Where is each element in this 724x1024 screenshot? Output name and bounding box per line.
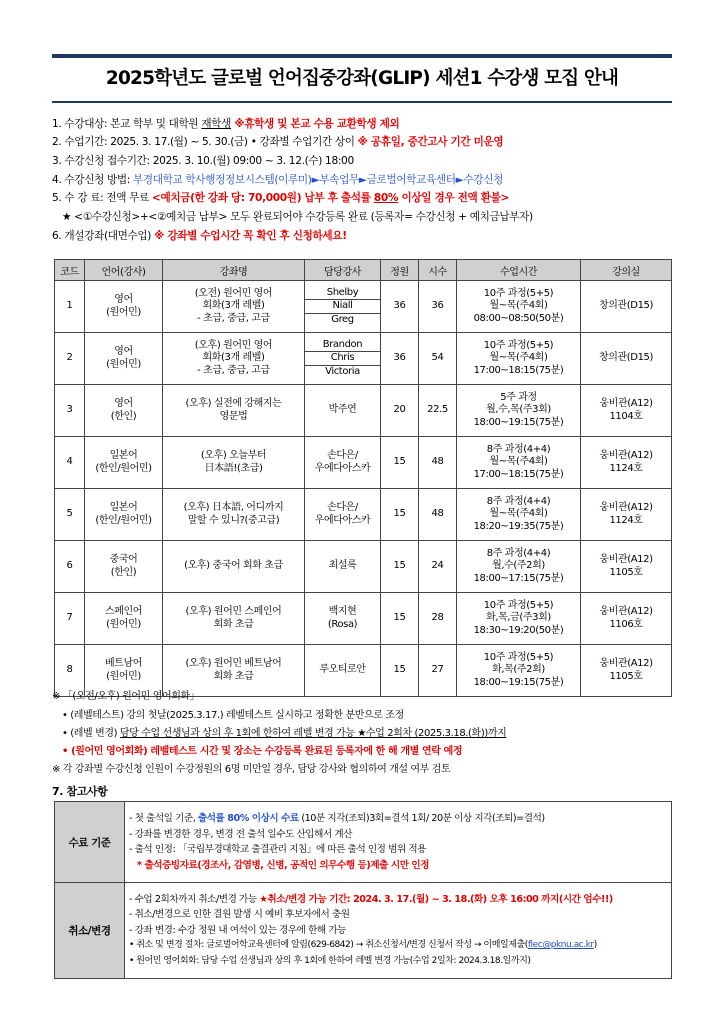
course-time-line: 월~목(주4회) [489,300,548,312]
info-fee-rate: 80% [373,192,399,204]
course-room-line: 1124호 [609,462,643,474]
course-time [457,645,581,697]
course-room [581,333,672,385]
course-code: 7 [55,593,85,645]
course-language-line: (원어민) [106,618,141,630]
course-time-line: 10주 과정(5+5) [483,599,554,611]
course-name [163,645,305,697]
course-row [55,437,672,489]
section-7-heading: 7. 참고사항 [52,785,108,798]
course-instructor-line: 손다은/ [327,450,358,461]
course-time-line: 17:00~18:15(75분) [473,468,564,480]
completion-body [125,802,672,883]
course-hours: 36 [419,281,457,333]
course-time-line: 8주 과정(4+4) [486,443,551,455]
course-capacity: 15 [381,593,419,645]
course-name-line: (오후) 원어민 스페인어 [185,606,282,617]
info-target-emphasis: 재학생 [201,118,231,130]
instructor-name: Victoria [325,365,360,377]
course-time-line: 월~목(주4회) [489,456,548,468]
course-instructor-line: 우에다아스카 [314,462,371,474]
info-fee-star-note: ★ <①수강신청>+<②예치금 납부> 모두 완료되어야 수강등록 완료 (등록자= 수강신청 + 예치금납부자) [62,211,533,223]
course-time-line: 화,목,금(주3회) [486,612,551,624]
course-time-line: 18:00~19:15(75분) [473,676,564,688]
course-language-line: 스페인어 [104,606,143,617]
note-min-enrollment: ※ 각 강좌별 수강신청 인원이 수강정원의 6명 미만일 경우, 담당 강사와 협의하여 개설 여부 검토 [52,764,451,775]
instructor-name: Shelby [305,287,380,301]
course-row [55,281,672,333]
course-name-line: 회화 초급 [213,618,254,630]
cancel-header: 취소/변경 [55,883,125,979]
info-fee [52,191,692,205]
course-room [581,385,672,437]
info-target-label: 1. 수강대상: 본교 학부 및 대학원 [52,118,202,130]
header-hours: 시수 [419,260,457,281]
instructor-name: Brandon [305,339,380,353]
course-time-line: 화,목(주2회) [492,664,545,676]
course-name-line: - 초급, 중급, 고급 [197,364,270,376]
course-language-line: 일본어 [109,502,138,513]
completion-line-1-a: - 첫 출석일 기준, [129,813,198,824]
course-capacity: 36 [381,333,419,385]
course-language-line: (원어민) [106,670,141,682]
course-capacity: 20 [381,385,419,437]
header-instructor: 담당강사 [305,260,381,281]
course-time-line: 월,수(주2회) [492,560,545,572]
course-row [55,593,672,645]
course-name-line: (오후) 원어민 베트남어 [185,658,282,669]
course-name [163,385,305,437]
course-room [581,437,672,489]
course-name [163,437,305,489]
course-time-line: 08:00~08:50(50분) [473,312,564,324]
course-instructor-line: 루오티로안 [319,664,366,676]
course-time-line: 18:00~17:15(75분) [473,572,564,584]
info-courses-warning: ※ 강좌별 수업시간 꼭 확인 후 신청하세요! [154,230,347,242]
course-time-line: 월,수,목(주3회) [486,404,551,416]
cancel-line-1-b: ★취소/변경 가능 기간: 2024. 3. 17.(월) ~ 3. 18.(화) 오후 16:00 까지(시간 엄수!!) [259,893,613,905]
course-language-line: (한인/원어민) [95,462,152,474]
course-name-line: 영문법 [219,410,248,422]
course-room-line: 웅비관(A12) [599,606,653,617]
course-language [85,489,163,541]
course-language-line: 영어 [114,346,133,357]
course-room-line: 웅비관(A12) [599,398,653,409]
course-language-line: 중국어 [109,554,138,565]
info-method [52,173,692,187]
course-time [457,593,581,645]
course-language [85,333,163,385]
email-link[interactable]: flec@pknu.ac.kr [527,940,594,951]
course-hours: 48 [419,489,457,541]
cancel-line-4-a: • 취소 및 변경 절차: 글로벌어학교육센터에 알림(629-6842) → 취소신청서/변경 신청서 작성 → 이메일제출( [129,940,528,951]
course-time-line: 5주 과정 [500,391,537,403]
course-name-line: (오후) 실전에 강해지는 [185,398,282,409]
course-instructor [305,437,381,489]
course-language-line: (한인) [110,410,137,422]
course-time [457,437,581,489]
course-language [85,385,163,437]
note-level-change-detail: 담당 수업 선생님과 상의 후 1회에 한하여 레벨 변경 가능 ★수업 2회차 (2025.3.18.(화))까지 [119,728,507,739]
course-room-line: 1104호 [609,410,643,422]
info-fee-deposit: <예치금(한 강좌 당: 70,000원) 납부 후 출석률 [151,192,374,204]
cancel-line-4 [129,938,667,954]
completion-line-2: - 강좌를 변경한 경우, 변경 전 출석 일수도 산입해서 계산 [129,828,352,840]
course-code: 3 [55,385,85,437]
course-room-line: 웅비관(A12) [599,554,653,565]
course-hours: 48 [419,437,457,489]
course-room-line: 1105호 [609,566,643,578]
course-language [85,541,163,593]
course-name [163,489,305,541]
course-code: 2 [55,333,85,385]
course-instructor [305,489,381,541]
course-instructor [305,385,381,437]
info-period [52,135,692,149]
info-registration-period: 3. 수강신청 접수기간: 2025. 3. 10.(월) 09:00 ~ 3. 12.(수) 18:00 [52,155,354,167]
completion-header: 수료 기준 [55,802,125,883]
cancel-line-5: • 원어민 영어회화: 담당 수업 선생님과 상의 후 1회에 한하여 레벨 변경 가능(수업 2일차: 2024.3.18.일까지) [129,955,531,966]
title-top-rule [52,54,672,58]
course-instructor-line: (Rosa) [327,618,358,630]
course-capacity: 15 [381,541,419,593]
course-time-line: 8주 과정(4+4) [486,495,551,507]
course-room-line: 창의관(D15) [598,300,653,312]
header-code: 코드 [55,260,85,281]
info-method-path: 부경대학교 학사행정정보시스템(이루미)►부속업무►글로벌어학교육센터►수강신청 [132,174,503,186]
course-time-line: 월~목(주4회) [489,508,548,520]
course-room [581,489,672,541]
course-instructor [305,333,381,385]
course-name [163,281,305,333]
course-capacity: 15 [381,437,419,489]
course-row [55,541,672,593]
course-time-line: 10주 과정(5+5) [483,339,554,351]
course-name [163,593,305,645]
instructor-list [305,287,380,327]
course-name-line: (오후) 日本語, 어디까지 [183,502,284,513]
info-method-label: 4. 수강신청 방법: [52,174,133,186]
course-name-line: (오후) 중국어 회화 초급 [184,560,283,572]
reference-table [54,801,672,979]
instructor-name: Greg [331,313,354,325]
course-code: 8 [55,645,85,697]
course-hours: 22.5 [419,385,457,437]
course-language-line: (한인) [110,566,137,578]
course-row [55,385,672,437]
course-room [581,541,672,593]
course-language-line: (한인/원어민) [95,514,152,526]
course-name-line: (오후) 원어민 영어 [194,339,273,351]
info-target-note: ※휴학생 및 본교 수용 교환학생 제외 [231,118,400,130]
course-room-line: 1124호 [609,514,643,526]
course-instructor-line: 우에다아스카 [314,514,371,526]
course-name-line: 회화(3개 레벨) [202,300,265,312]
course-language-line: (원어민) [106,358,141,370]
info-courses-label: 6. 개설강좌(대면수업) [52,230,155,242]
course-language-line: 베트남어 [104,658,143,669]
course-time-line: 월~목(주4회) [489,352,548,364]
course-room [581,593,672,645]
completion-line-1-b: 출석률 80% 이상시 수료 [197,813,299,824]
instructor-name: Chris [305,352,380,366]
course-room [581,645,672,697]
course-room-line: 웅비관(A12) [599,450,653,461]
course-language [85,437,163,489]
info-period-note: ※ 공휴일, 중간고사 기간 미운영 [357,136,504,148]
course-room-line: 웅비관(A12) [599,658,653,669]
completion-line-1 [129,811,667,827]
completion-line-3: - 출석 인정: 「국립부경대학교 출결관리 지침」에 따른 출석 인정 범위 적용 [129,844,426,855]
cancel-line-3: - 강좌 변경: 수강 정원 내 여석이 있는 경우에 한해 가능 [129,924,346,936]
completion-line-4: * 출석증빙자료(경조사, 감염병, 신병, 공적인 의무수행 등)제출 시만 인정 [137,859,430,871]
title-bottom-rule [52,101,672,103]
course-code: 6 [55,541,85,593]
course-code: 4 [55,437,85,489]
course-instructor [305,593,381,645]
header-room: 강의실 [581,260,672,281]
course-instructor-line: 백지현 [328,606,357,617]
course-time-line: 18:00~19:15(75분) [473,416,564,428]
cancel-line-4-c: ) [593,940,597,951]
course-code: 5 [55,489,85,541]
course-instructor-line: 최설록 [328,560,357,572]
course-name-line: 회화(3개 레벨) [202,352,265,364]
course-capacity: 36 [381,281,419,333]
course-instructor-line: 박주연 [328,404,357,416]
course-hours: 54 [419,333,457,385]
course-table [54,259,672,697]
course-capacity: 15 [381,489,419,541]
course-room [581,281,672,333]
course-time [457,281,581,333]
note-level-change [62,727,712,740]
course-hours: 28 [419,593,457,645]
instructor-name: Niall [305,300,380,314]
header-language: 언어(강사) [85,260,163,281]
course-table-body [55,281,672,697]
course-time [457,385,581,437]
reference-row-completion [55,802,672,883]
course-instructor [305,645,381,697]
header-capacity: 정원 [381,260,419,281]
course-name-line: (오후) 오늘부터 [200,450,267,461]
course-room-line: 창의관(D15) [598,352,653,364]
course-hours: 27 [419,645,457,697]
course-time-line: 8주 과정(4+4) [486,547,551,559]
course-capacity: 15 [381,645,419,697]
cancel-line-2: - 취소/변경으로 인한 결원 발생 시 예비 후보자에서 충원 [129,909,350,921]
course-row [55,489,672,541]
course-time [457,489,581,541]
info-period-label: 2. 수업기간: 2025. 3. 17.(월) ~ 5. 30.(금) • 강좌별 수업기간 상이 [52,136,358,148]
course-room-line: 1105호 [609,670,643,682]
course-table-header-row [55,260,672,281]
course-instructor [305,281,381,333]
course-time-line: 18:30~19:20(50분) [473,624,564,636]
info-courses-heading [52,229,692,243]
course-language [85,281,163,333]
course-time [457,541,581,593]
course-time-line: 18:20~19:35(75분) [473,520,564,532]
course-language [85,645,163,697]
course-name-line: 말할 수 있니?(중고급) [187,514,280,526]
note-english-title: ※ 「(오전/오후) 원어민 영어회화」 [52,691,200,702]
course-name-line: 日本語!(초급) [204,462,263,474]
course-room-line: 웅비관(A12) [599,502,653,513]
instructor-list [305,339,380,379]
info-fee-label: 5. 수 강 료: 전액 무료 [52,192,152,204]
course-time [457,333,581,385]
completion-line-1-c: (10분 지각(조퇴)3회=결석 1회/ 20분 이상 지각(조퇴)=결석) [298,813,545,824]
reference-row-cancel [55,883,672,979]
course-name [163,333,305,385]
course-instructor [305,541,381,593]
course-language [85,593,163,645]
page-title: 2025학년도 글로벌 언어집중강좌(GLIP) 세션1 수강생 모집 안내 [105,68,619,89]
course-language-line: 영어 [114,294,133,305]
course-name-line: 회화 초급 [213,670,254,682]
note-level-change-label: • (레벨 변경) [62,728,120,739]
cancel-line-1 [129,892,667,908]
note-level-contact: • (원어민 영어회화) 레벨테스트 시간 및 장소는 수강등록 완료된 등록자에 한 해 개별 연락 예정 [62,746,463,757]
course-time-line: 10주 과정(5+5) [483,651,554,663]
course-language-line: 영어 [114,398,133,409]
course-row [55,645,672,697]
course-hours: 24 [419,541,457,593]
cancel-body [125,883,672,979]
course-code: 1 [55,281,85,333]
course-time-line: 10주 과정(5+5) [483,287,554,299]
info-fee-refund: 이상일 경우 전액 환불> [398,192,509,204]
course-language-line: (원어민) [106,306,141,318]
course-room-line: 1106호 [609,618,643,630]
course-name [163,541,305,593]
header-time: 수업시간 [457,260,581,281]
course-time-line: 17:00~18:15(75분) [473,364,564,376]
course-language-line: 일본어 [109,450,138,461]
course-instructor-line: 손다은/ [327,502,358,513]
info-target [52,117,692,131]
cancel-line-1-a: - 수업 2회차까지 취소/변경 가능 [129,893,260,905]
course-name-line: (오전) 원어민 영어 [194,287,273,299]
note-level-test: • (레벨테스트) 강의 첫날(2025.3.17.) 레벨테스트 실시하고 정확한 분반으로 조정 [62,710,404,721]
course-row [55,333,672,385]
header-course: 강좌명 [163,260,305,281]
course-name-line: - 초급, 중급, 고급 [197,312,270,324]
